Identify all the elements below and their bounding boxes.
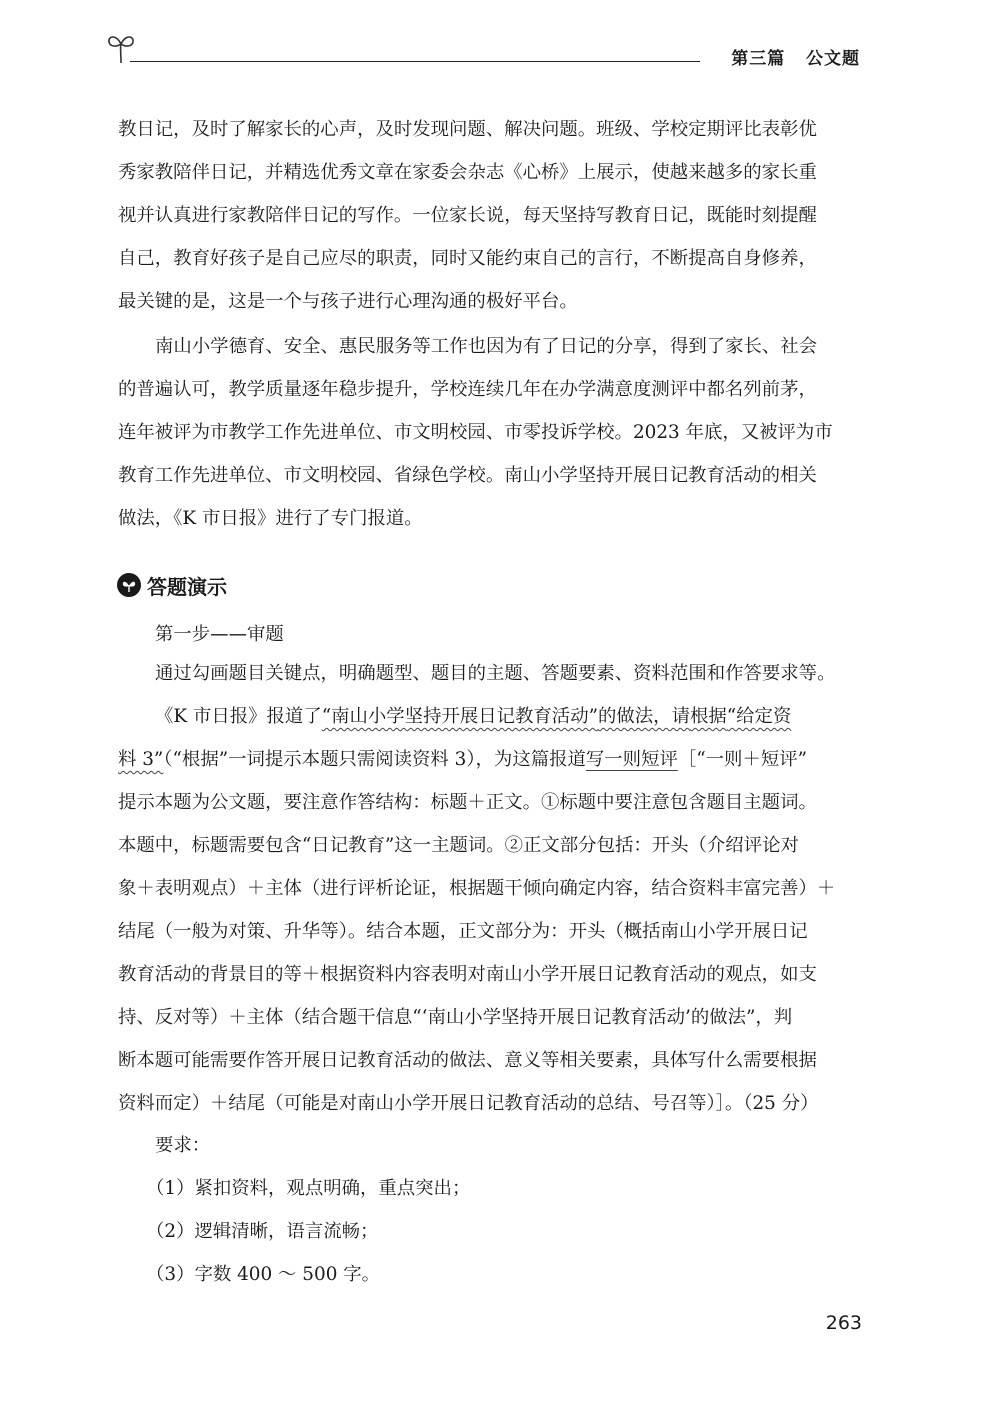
key-phrase: 料 3”	[118, 749, 164, 770]
sprout-icon	[106, 30, 136, 64]
header-title: 公文题	[806, 49, 860, 69]
paragraph-1	[118, 108, 863, 323]
text-span: 《K 市日报》报道了	[155, 706, 322, 727]
text-line: 自己，教育好孩子是自己应尽的职责，同时又能约束自己的言行，不断提高自身修养，	[118, 248, 817, 269]
text-line	[118, 738, 863, 781]
text-line: 连年被评为市教学工作先进单位、市文明校园、市零投诉学校。2023 年底，又被评为市	[118, 422, 833, 443]
section-title: 答题演示	[147, 574, 227, 599]
text-line: 资料而定）＋结尾（可能是对南山小学开展日记教育活动的总结、号召等）］。（25 分）	[118, 1093, 819, 1114]
leaf-bullet-icon	[117, 573, 141, 597]
text-line: 本题中，标题需要包含“日记教育”这一主题词。②正文部分包括：开头（介绍评论对	[118, 835, 799, 856]
page-number: 263	[825, 1312, 862, 1334]
text-line: 的普遍认可，教学质量逐年稳步提升，学校连续几年在办学满意度测评中都名列前茅，	[118, 379, 817, 400]
text-line: 做法，《K 市日报》进行了专门报道。	[118, 508, 423, 529]
requirements-label: 要求：	[155, 1135, 211, 1156]
text-line: 视并认真进行家教陪伴日记的写作。一位家长说，每天坚持写教育日记，既能时刻提醒	[118, 205, 817, 226]
text-line: 秀家教陪伴日记，并精选优秀文章在家委会杂志《心桥》上展示，使越来越多的家长重	[118, 162, 817, 183]
text-line: 教育活动的背景目的等＋根据资料内容表明对南山小学开展日记教育活动的观点，如支	[118, 964, 817, 985]
key-phrase: 写一则短评	[585, 749, 678, 770]
text-span: （“根据”一词提示本题只需阅读资料 3），为这篇报道	[163, 749, 586, 770]
requirement-item: （3）字数 400 ～ 500 字。	[146, 1264, 381, 1285]
text-line: 教育工作先进单位、市文明校园、省绿色学校。南山小学坚持开展日记教育活动的相关	[118, 465, 817, 486]
question-block	[118, 652, 863, 1125]
text-line: 南山小学德育、安全、惠民服务等工作也因为有了日记的分享，得到了家长、社会	[155, 336, 818, 357]
text-line: 最关键的是，这是一个与孩子进行心理沟通的极好平台。	[118, 291, 578, 312]
requirement-item: （1）紧扣资料，观点明确，重点突出；	[146, 1178, 471, 1199]
requirements	[118, 1124, 863, 1296]
key-phrase: “给定资	[726, 706, 792, 727]
text-line: 断本题可能需要作答开展日记教育活动的做法、意义等相关要素，具体写什么需要根据	[118, 1050, 817, 1071]
text-line: 教日记，及时了解家长的心声，及时发现问题、解决问题。班级、学校定期评比表彰优	[118, 119, 817, 140]
text-line: 结尾（一般为对策、升华等）。结合本题，正文部分为：开头（概括南山小学开展日记	[118, 921, 808, 942]
header-rule	[130, 61, 700, 62]
text-line: 持、反对等）＋主体（结合题干信息“‘南山小学坚持开展日记教育活动’的做法”，判	[118, 1007, 793, 1028]
header-text	[731, 44, 860, 69]
text-span: ［“一则＋短评”	[677, 749, 808, 770]
running-header	[100, 28, 860, 72]
header-part: 第三篇	[731, 49, 786, 69]
text-line: 提示本题为公文题，要注意作答结构：标题＋正文。①标题中要注意包含题目主题词。	[118, 792, 817, 813]
key-phrase: 的做法，请	[598, 706, 690, 727]
step-title: 第一步——审题	[155, 624, 284, 645]
requirement-item: （2）逻辑清晰，语言流畅；	[146, 1221, 379, 1242]
key-phrase: 根据	[689, 706, 727, 727]
text-line	[118, 695, 863, 738]
text-line: 象＋表明观点）＋主体（进行评析论证，根据题干倾向确定内容，结合资料丰富完善）＋	[118, 878, 836, 899]
text-line: 通过勾画题目关键点，明确题型、题目的主题、答题要素、资料范围和作答要求等。	[155, 663, 836, 684]
section-heading	[117, 567, 227, 603]
paragraph-2	[118, 325, 863, 540]
key-phrase: “南山小学坚持开展日记教育活动”	[321, 706, 598, 727]
